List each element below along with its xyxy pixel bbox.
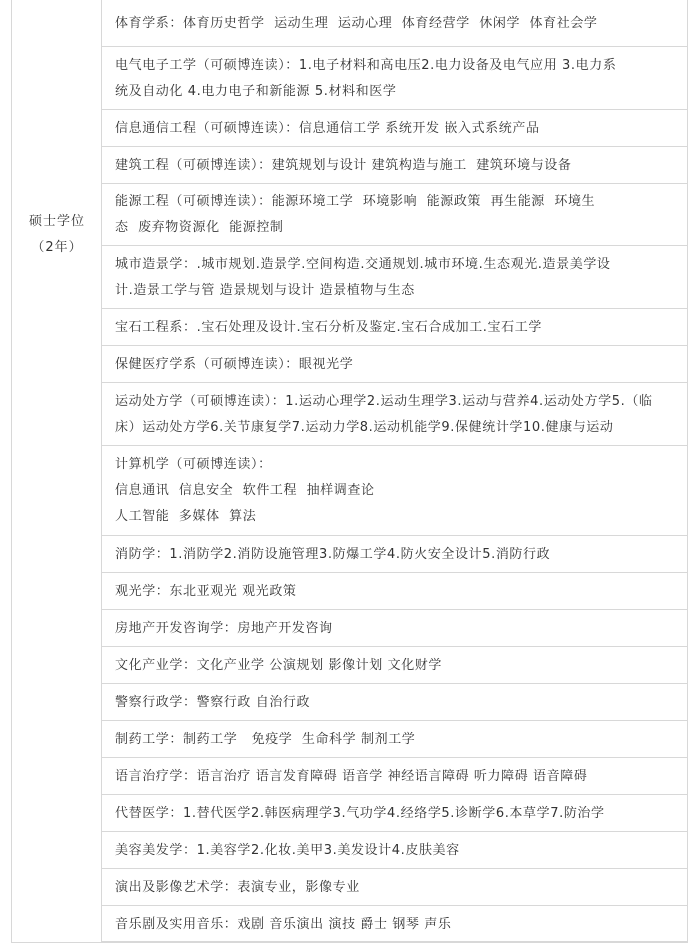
major-row <box>102 346 687 383</box>
major-line: 宝石工程系：.宝石处理及设计.宝石分析及鉴定.宝石合成加工.宝石工学 <box>115 320 542 335</box>
major-line: 床）运动处方学6.关节康复学7.运动力学8.运动机能学9.保健统计学10.健康与运动 <box>115 420 614 435</box>
major-text <box>115 315 679 341</box>
major-text <box>115 727 679 753</box>
major-row <box>102 0 687 47</box>
major-text <box>115 764 679 790</box>
major-row <box>102 610 687 647</box>
major-text <box>115 116 679 142</box>
major-line: 代替医学：1.替代医学2.韩医病理学3.气功学4.经络学5.诊断学6.本草学7.防治学 <box>115 806 605 821</box>
major-text <box>115 838 679 864</box>
major-line: 信息通信工程（可硕博连读）：信息通信工学 系统开发 嵌入式系统产品 <box>115 121 540 136</box>
major-text <box>115 801 679 827</box>
major-text <box>115 542 679 568</box>
major-line: 态 废弃物资源化 能源控制 <box>115 220 284 235</box>
major-line: 体育学系：体育历史哲学 运动生理 运动心理 体育经营学 休闲学 体育社会学 <box>115 16 598 31</box>
major-line: 城市造景学：.城市规划.造景学.空间构造.交通规划.城市环境.生态观光.造景美学设 <box>115 257 611 272</box>
major-text <box>115 352 679 378</box>
major-row <box>102 573 687 610</box>
major-row <box>102 647 687 684</box>
major-row <box>102 184 687 246</box>
major-row <box>102 110 687 147</box>
major-line: 计算机学（可硕博连读）： <box>115 457 272 472</box>
degree-duration: （2年） <box>31 240 83 255</box>
degree-cell <box>12 0 102 942</box>
major-line: 音乐剧及实用音乐：戏剧 音乐演出 演技 爵士 钢琴 声乐 <box>115 917 452 932</box>
major-row <box>102 906 687 942</box>
major-line: 美容美发学：1.美容学2.化妆.美甲3.美发设计4.皮肤美容 <box>115 843 460 858</box>
major-line: 能源工程（可硕博连读）：能源环境工学 环境影响 能源政策 再生能源 环境生 <box>115 194 596 209</box>
major-line: 保健医疗学系（可硕博连读）：眼视光学 <box>115 357 354 372</box>
major-line: 计.造景工学与管 造景规划与设计 造景植物与生态 <box>115 283 415 298</box>
major-line: 制药工学：制药工学 免疫学 生命科学 制剂工学 <box>115 732 416 747</box>
major-line: 建筑工程（可硕博连读）：建筑规划与设计 建筑构造与施工 建筑环境与设备 <box>115 158 572 173</box>
major-line: 房地产开发咨询学：房地产开发咨询 <box>115 621 333 636</box>
major-line: 观光学：东北亚观光 观光政策 <box>115 584 297 599</box>
major-row <box>102 446 687 536</box>
major-row <box>102 758 687 795</box>
major-line: 信息通讯 信息安全 软件工程 抽样调查论 <box>115 483 375 498</box>
major-line: 语言治疗学：语言治疗 语言发育障碍 语音学 神经语言障碍 听力障碍 语音障碍 <box>115 769 588 784</box>
major-text <box>115 53 679 105</box>
major-text <box>115 389 679 441</box>
major-text <box>115 11 679 37</box>
major-row <box>102 832 687 869</box>
major-text <box>115 452 679 530</box>
major-line: 警察行政学：警察行政 自治行政 <box>115 695 311 710</box>
major-text <box>115 653 679 679</box>
major-line: 电气电子工学（可硕博连读）：1.电子材料和高电压2.电力设备及电气应用 3.电力系 <box>115 58 617 73</box>
major-line: 运动处方学（可硕博连读）：1.运动心理学2.运动生理学3.运动与营养4.运动处方学5.（临 <box>115 394 653 409</box>
major-line: 统及自动化 4.电力电子和新能源 5.材料和医学 <box>115 84 397 99</box>
major-row <box>102 795 687 832</box>
major-row <box>102 309 687 346</box>
major-text <box>115 189 679 241</box>
major-row <box>102 147 687 184</box>
major-line: 演出及影像艺术学：表演专业，影像专业 <box>115 880 360 895</box>
major-text <box>115 153 679 179</box>
major-line: 人工智能 多媒体 算法 <box>115 509 257 524</box>
degree-label: 硕士学位 <box>28 214 85 229</box>
major-text <box>115 875 679 901</box>
degree-table <box>11 0 688 943</box>
major-row <box>102 47 687 110</box>
major-line: 消防学：1.消防学2.消防设施管理3.防爆工学4.防火安全设计5.消防行政 <box>115 547 551 562</box>
major-row <box>102 721 687 758</box>
degree-label-block <box>12 209 102 261</box>
major-row <box>102 684 687 721</box>
major-text <box>115 252 679 304</box>
major-text <box>115 579 679 605</box>
major-text <box>115 912 679 938</box>
major-line: 文化产业学：文化产业学 公演规划 影像计划 文化财学 <box>115 658 442 673</box>
major-row <box>102 383 687 446</box>
major-row <box>102 536 687 573</box>
major-row <box>102 869 687 906</box>
major-row <box>102 246 687 309</box>
major-text <box>115 616 679 642</box>
major-text <box>115 690 679 716</box>
